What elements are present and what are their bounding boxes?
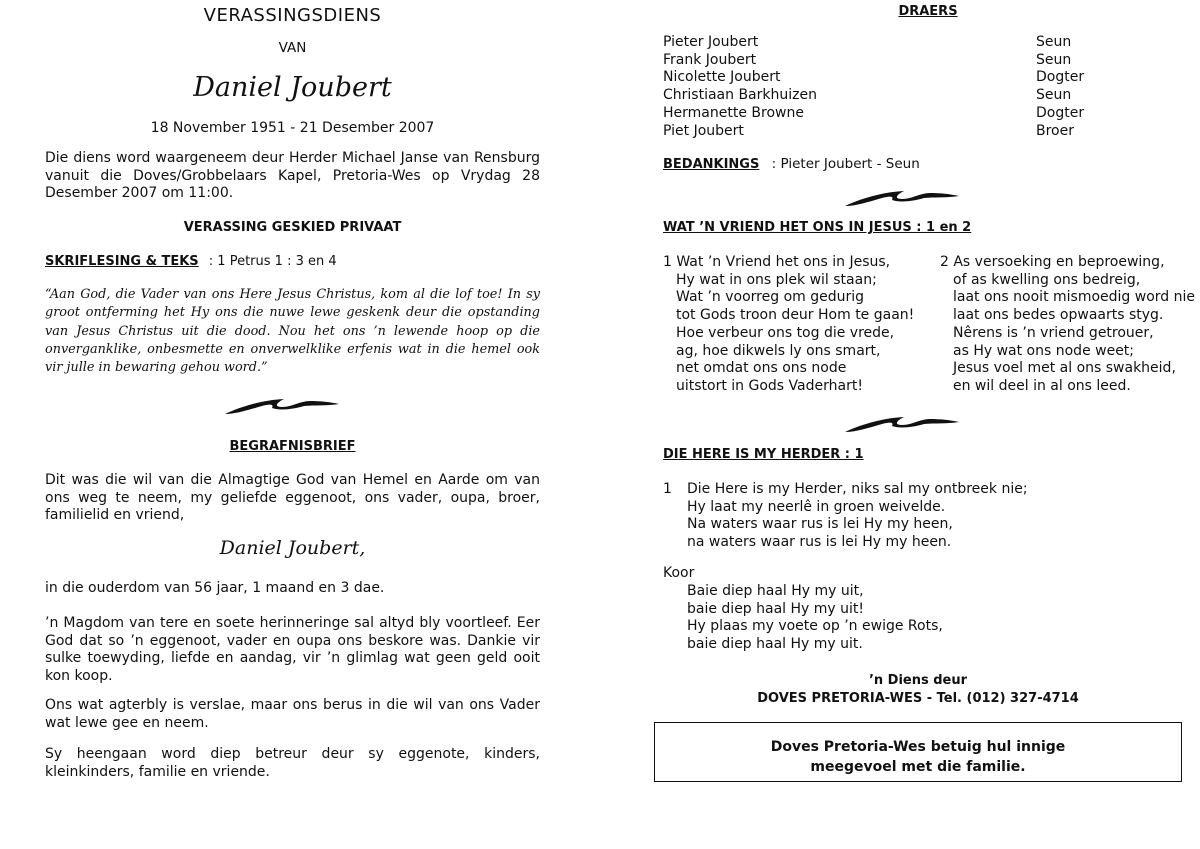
bearer-name: Hermanette Browne xyxy=(663,104,804,121)
private-cremation: VERASSING GESKIED PRIVAAT xyxy=(183,220,402,235)
scripture-reference: : 1 Petrus 1 : 3 en 4 xyxy=(208,254,337,269)
deceased-name-2: Daniel Joubert, xyxy=(219,537,366,559)
thanks-label: BEDANKINGS xyxy=(663,157,760,172)
hymn-line: Nêrens is ’n vriend getrouer, xyxy=(953,324,1154,341)
letter-paragraph-3: Ons wat agterbly is verslae, maar ons berus in die wil van ons Vader wat lewe gee en neem. xyxy=(45,697,540,731)
scripture-quote: “Aan God, die Vader van ons Here Jesus Christus, kom al die lof toe! In sy groot ontferming het Hy ons die nuwe lewe geskenk deur die opstanding van Jesus Christus uit die dood. Nou het ons ’n lewende hoop op die onverganklike, onbesmette en onverwelklike erfenis wat in die hemel ook vir julle in bewaring gehou word.” xyxy=(45,287,540,376)
bearer-name: Piet Joubert xyxy=(663,122,744,139)
hymn1-verse1 xyxy=(663,254,914,396)
chorus-line: baie diep haal Hy my uit. xyxy=(687,636,863,653)
hymn-line: Die Here is my Herder, niks sal my ontbreek nie; xyxy=(687,481,1028,497)
age-line: in die ouderdom van 56 jaar, 1 maand en 3 dae. xyxy=(45,580,385,596)
bearer-relation: Dogter xyxy=(1036,104,1085,121)
scripture-line xyxy=(45,254,337,269)
hymn-line: ag, hoe dikwels ly ons smart, xyxy=(676,342,881,359)
service-by: ’n Diens deur xyxy=(868,673,968,688)
letter-paragraph-2: ’n Magdom van tere en soete herinneringe sal altyd bly voortleef. Eer God dat so ’n eggenoot, vader en oupa ons beskore was. Dankie vir sulke toewyding, liefde en aandag, vir ’n glimlag wat geen geld ooit kon koop. xyxy=(45,615,540,684)
bearers-names xyxy=(663,34,817,140)
swoosh-ornament-icon xyxy=(842,184,962,210)
bearer-name: Frank Joubert xyxy=(663,51,757,68)
service-heading: VERASSINGSDIENS xyxy=(203,5,382,26)
bearer-relation: Dogter xyxy=(1036,69,1085,86)
swoosh-ornament-icon xyxy=(842,410,962,436)
sympathy-box xyxy=(654,722,1182,782)
thanks-line xyxy=(663,156,920,172)
hymn-line: Hy laat my neerlê in groen weivelde. xyxy=(687,498,946,515)
chorus-line: Baie diep haal Hy my uit, xyxy=(687,583,864,599)
bearer-name: Christiaan Barkhuizen xyxy=(663,87,817,104)
bearer-name: Nicolette Joubert xyxy=(663,69,781,86)
hymn-line: Na waters waar rus is lei Hy my heen, xyxy=(687,516,953,533)
hymn2-number: 1 xyxy=(663,481,672,497)
hymn-line: tot Gods troon deur Hom te gaan! xyxy=(676,307,915,324)
hymn-line: 2 As versoeking en beproewing, xyxy=(940,254,1165,270)
hymn2-title: DIE HERE IS MY HERDER : 1 xyxy=(663,447,864,462)
bearers-heading: DRAERS xyxy=(898,4,958,19)
hymn-line: Hy wat in ons plek wil staan; xyxy=(676,271,877,288)
chorus-lines xyxy=(687,583,943,654)
bearers-relations xyxy=(1036,34,1084,140)
scripture-label: SKRIFLESING & TEKS xyxy=(45,254,199,269)
chorus-label: Koor xyxy=(663,565,695,581)
hymn-line: 1 Wat ’n Vriend het ons in Jesus, xyxy=(663,254,891,270)
hymn-line: en wil deel in al ons leed. xyxy=(953,377,1131,394)
hymn-line: as Hy wat ons node weet; xyxy=(953,342,1135,359)
sympathy-line-1: Doves Pretoria-Wes betuig hul innige xyxy=(770,739,1066,755)
hymn-line: of as kwelling ons bedreig, xyxy=(953,271,1141,288)
letter-paragraph-4: Sy heengaan word diep betreur deur sy eggenote, kinders, kleinkinders, familie en vriende. xyxy=(45,746,540,780)
bearer-relation: Seun xyxy=(1036,51,1072,68)
hymn-line: Hoe verbeur ons tog die vrede, xyxy=(676,324,895,341)
hymn-line: laat ons bedes opwaarts styg. xyxy=(953,307,1164,324)
thanks-text: : Pieter Joubert - Seun xyxy=(771,156,920,172)
bearer-relation: Seun xyxy=(1036,34,1072,50)
swoosh-ornament-icon xyxy=(222,392,342,418)
chorus-line: baie diep haal Hy my uit! xyxy=(687,600,865,617)
deceased-name: Daniel Joubert xyxy=(193,72,392,103)
chorus-line: Hy plaas my voete op ’n ewige Rots, xyxy=(687,618,943,635)
hymn-line: net omdat ons ons node xyxy=(676,360,847,377)
hymn1-verse2 xyxy=(940,254,1195,396)
hymn2-verse xyxy=(687,481,1028,552)
life-dates: 18 November 1951 - 21 Desember 2007 xyxy=(150,120,435,136)
hymn-line: Wat ’n voorreg om gedurig xyxy=(676,289,865,306)
letter-paragraph-1: Dit was die wil van die Almagtige God van Hemel en Aarde om van ons weg te neem, my geliefde eggenoot, ons vader, oupa, broer, familielid en vriend, xyxy=(45,472,540,523)
hymn1-title: WAT ’N VRIEND HET ONS IN JESUS : 1 en 2 xyxy=(663,220,972,235)
bearer-name: Pieter Joubert xyxy=(663,34,759,50)
van-label: VAN xyxy=(278,40,307,56)
hymn-line: uitstort in Gods Vaderhart! xyxy=(676,377,863,394)
service-details: Die diens word waargeneem deur Herder Michael Janse van Rensburg vanuit die Doves/Grobbelaars Kapel, Pretoria-Wes op Vrydag 28 Desember 2007 om 11:00. xyxy=(45,150,540,201)
hymn-line: laat ons nooit mismoedig word nie xyxy=(953,289,1195,306)
bearer-relation: Seun xyxy=(1036,87,1072,104)
bearer-relation: Broer xyxy=(1036,122,1074,139)
letter-heading: BEGRAFNISBRIEF xyxy=(229,439,356,454)
hymn-line: na waters waar rus is lei Hy my heen. xyxy=(687,534,952,551)
sympathy-line-2: meegevoel met die familie. xyxy=(810,759,1026,775)
undertaker-line: DOVES PRETORIA-WES - Tel. (012) 327-4714 xyxy=(757,691,1079,706)
hymn-line: Jesus voel met al ons swakheid, xyxy=(953,360,1176,377)
